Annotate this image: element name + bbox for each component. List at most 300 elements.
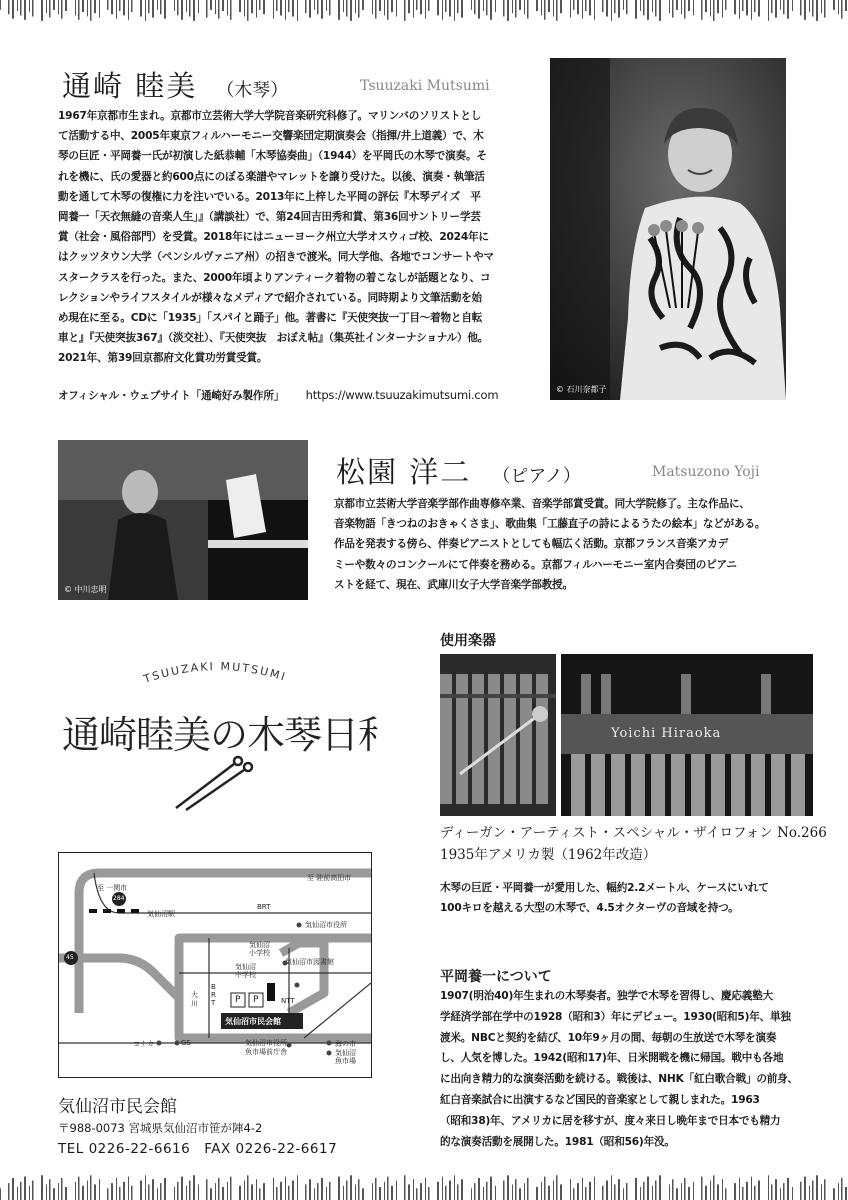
map-label-parking1: P [235,995,241,1005]
bio1-line: 動を通して木琴の復権に力を注いでいる。2013年に上梓した平岡の評伝『木琴デイズ 平 [58,190,481,203]
xylophone-bar [343,1186,344,1200]
xylophone-bar [12,1178,14,1200]
xylophone-bar [768,0,769,21]
xylophone-bar [128,1177,129,1200]
xylophone-bar [82,1186,84,1200]
xylophone-bar [90,0,92,21]
xylophone-bar [164,0,166,19]
xylophone-bar [181,1177,183,1200]
xylophone-bar [783,0,785,14]
top-xylophone-band [0,0,848,22]
artist1-website [58,385,548,406]
xylophone-bar [362,1188,364,1200]
xylophone-bar [99,0,100,18]
xylophone-bar [391,1186,393,1200]
xylophone-bar [478,1178,480,1200]
xylophone-bar [404,1175,406,1200]
xylophone-bar [396,1181,397,1200]
xylophone-bar [111,0,113,14]
xylophone-bar [90,1175,92,1200]
xylophone-bar [239,0,241,12]
xylophone-bar [404,0,406,21]
xylophone-bar [503,0,505,17]
xylophone-bar [49,0,51,18]
xylophone-bar [46,0,47,13]
xylophone-bar [160,0,162,14]
xylophone-bar [75,0,76,15]
xylophone-bar [189,1181,191,1200]
xylophone-bar [512,1184,513,1200]
xylophone-bar [259,1188,261,1200]
xylophone-bar [358,1179,360,1200]
xylophone-bar [647,0,649,20]
xylophone-bar [145,0,146,21]
xylophone-bar [544,1177,546,1200]
xylophone-bar [722,1179,723,1200]
map-label-konaka: コナカ [133,1040,154,1048]
map-label-fish-market: 気仙沼 魚市場 [335,1049,356,1065]
xylophone-bar [739,1178,740,1200]
xylophone-bar [61,0,63,19]
xylophone-bar [582,0,583,19]
xylophone-bar [309,1179,311,1200]
xylophone-bar [672,0,674,18]
xylophone-bar [215,1183,216,1200]
xylophone-bar [123,0,125,15]
xylophone-bar [206,1179,208,1200]
xylophone-bar [8,0,10,14]
xylophone-bar [396,0,397,17]
xylophone-bar [321,1178,323,1200]
xylophone-bar [816,1175,818,1200]
xylophone-bar [780,0,781,10]
xylophone-bar [152,0,154,18]
xylophone-bar [734,0,736,14]
xylophone-bar [189,0,191,17]
xylophone-bar [635,1178,637,1200]
artist1-photo [550,58,786,400]
xylophone-bar [669,0,670,13]
xylophone-bar [206,0,208,18]
xylophone-bar [350,0,352,21]
xylophone-bar [626,0,628,14]
nameplate: Yoichi Hiraoka [611,726,722,741]
xylophone-bar [391,0,393,12]
bio1-line: スタークラスを行った。また、2000年頃よりアンティーク着物の着こなしが話題となり、コ [58,271,491,284]
xylophone-bar [821,1184,822,1200]
xylophone-bar [585,0,587,11]
concert-logo [58,640,378,820]
xylophone-bar [845,0,847,11]
xylophone-bar [519,0,521,10]
map-label-city-hall: 気仙沼市役所 [305,921,347,929]
xylophone-bar [17,0,18,11]
instrument-caption-line1: ディーガン・アーティスト・スペシャル・ザイロフォン No.266 [440,825,827,841]
hiraoka-heading: 平岡養一について [440,969,552,985]
xylophone-bar [647,1177,649,1200]
xylophone-bar [742,1187,744,1200]
xylophone-bar [355,0,356,13]
bio2-line: ミーや数々のコンクールにて伴奏を務める。京都フィルハーモニー室内合奏団のピアニ [334,558,737,571]
xylophone-bar [128,0,129,20]
xylophone-bar [244,0,245,17]
xylophone-bar [87,1181,88,1200]
map-label-okawa: 大 川 [191,991,198,1008]
map-label-city-hall-annex: 気仙沼市役所 魚市場前庁舎 [245,1039,287,1056]
xylophone-bar [640,1187,641,1200]
xylophone-bar [577,0,579,14]
xylophone-bar [681,0,682,14]
xylophone-bar [152,1179,154,1200]
xylophone-bar [375,0,377,19]
xylophone-bar [329,0,331,15]
xylophone-bar [792,0,793,11]
map-label-route284: 284 [113,895,125,902]
xylophone-bar [263,0,265,14]
xylophone-bar [742,0,744,11]
xylophone-bar [606,1181,608,1200]
xylophone-bar [611,0,612,21]
xylophone-bar [247,1175,249,1200]
xylophone-bar [635,0,637,19]
xylophone-bar [461,1179,463,1200]
xylophone-bar [705,0,707,12]
xylophone-bar [652,0,653,12]
xylophone-bar [474,0,476,14]
map-label-brt-vertical: B R T [211,983,216,1007]
xylophone-bar [314,0,315,10]
xylophone-bar [177,1182,179,1200]
xylophone-bar [643,0,645,15]
artist1-bio [58,106,546,369]
hirabio-line: に出向き精力的な演奏活動を続ける。戦後は、NHK「紅白歌合戦」の前身、 [440,1073,798,1086]
xylophone-bar [29,1186,30,1200]
map-label-venue: 気仙沼市民会館 [225,1017,281,1026]
xylophone-bar [297,0,298,21]
xylophone-bar [420,1183,422,1200]
instdesc-line: 木琴の巨匠・平岡養一が愛用した、幅約2.2メートル、ケースにいれて [440,882,769,894]
hirabio-line: 紅白音楽試合に出演するなど国民的音楽家として親しまれた。1963 [440,1093,760,1106]
hirabio-line: 渡米。NBCと契約を結び、10年9ヶ月の間、毎朝の生放送で木琴を演奏 [440,1031,777,1044]
xylophone-bar [119,1187,121,1200]
xylophone-bar [536,0,538,11]
xylophone-bar [358,0,360,18]
xylophone-bar [317,0,319,14]
xylophone-bar [198,1184,199,1200]
xylophone-bar [623,1188,624,1200]
xylophone-bar [751,1177,752,1200]
xylophone-bar [614,1184,616,1200]
instrument-heading: 使用楽器 [440,633,496,649]
xylophone-bar [305,0,307,13]
xylophone-bar [573,1188,575,1200]
xylophone-bar [314,1188,315,1200]
venue-map [58,852,372,1078]
xylophone-bar [0,1188,1,1200]
xylophone-bar [495,0,496,12]
xylophone-bar [94,1184,96,1200]
bio2-line: 京都市立芸術大学音楽学部作曲専修卒業、音楽学部賞受賞。同大学院修了。主な作品に、 [334,498,750,510]
instrument-desc [440,878,820,918]
xylophone-bar [845,1187,847,1200]
xylophone-bar [123,1182,125,1200]
artist2-bio [334,494,804,595]
artist2-photo-credit: © 中川忠明 [64,585,107,594]
xylophone-bar [107,1188,109,1200]
xylophone-bar [775,0,777,18]
bio2-line: 作品を発表する傍ら、伴奏ピアニストとしても幅広く活動。京都フランス音楽アカデ [334,538,729,551]
xylophone-bar [164,1178,166,1200]
xylophone-bar [548,0,550,12]
xylophone-bar [717,1184,719,1200]
xylophone-bar [78,0,80,20]
map-label-ntt: NTT [281,997,295,1005]
xylophone-bar [186,0,187,12]
artist1-name: 通崎 睦美 [62,69,198,103]
xylophone-bar [713,0,715,21]
website-url[interactable]: https://www.tsuuzakimutsumi.com [305,388,499,402]
xylophone-bar [160,1183,162,1200]
artist1-role: （木琴） [216,80,289,101]
xylophone-bar [355,1184,356,1200]
xylophone-bar [321,0,323,19]
xylophone-bar [771,0,773,13]
map-label-umi-no-ichi: 海の市 [335,1040,356,1048]
bio1-line: め現在に至る。CDに「1935」「スパイと踊子」他。著書に『天使突抜一丁目〜着物と自転 [58,312,483,325]
map-label-ichinoseki: 至 一関市 [97,884,128,892]
xylophone-bar [804,1177,806,1200]
xylophone-bar [193,1175,195,1200]
map-label-gs: GS [181,1039,191,1047]
venue-address: 〒988-0073 宮城県気仙沼市笹が陣4-2 [58,1121,263,1135]
venue-name: 気仙沼市民会館 [58,1097,177,1117]
xylophone-bar [527,0,529,19]
map-label-elementary: 気仙沼 小学校 [249,941,270,957]
xylophone-bar [701,1177,703,1200]
xylophone-bar [387,1177,389,1200]
xylophone-bar [486,0,488,15]
xylophone-bar [824,1179,826,1200]
xylophone-bar [490,0,492,20]
xylophone-bar [276,0,278,11]
artist2-name: 松園 洋二 [336,455,472,489]
xylophone-bar [58,1183,59,1200]
xylophone-bar [541,1182,542,1200]
xylophone-bar [280,0,282,15]
xylophone-bar [474,1183,476,1200]
xylophone-bar [483,0,484,11]
xylophone-bar [544,0,546,20]
xylophone-bar [416,1188,418,1200]
xylophone-bar [329,1182,331,1200]
xylophone-bar [643,1182,645,1200]
xylophone-bar [515,0,517,18]
instrument-caption-line2: 1935年アメリカ製（1962年改造） [440,847,657,863]
xylophone-bar [507,1175,509,1200]
map-label-route45: 45 [66,954,74,961]
xylophone-bar [227,1182,228,1200]
xylophone-bar [527,1178,529,1200]
xylophone-bar [582,1178,583,1200]
xylophone-bar [99,1179,100,1200]
xylophone-bar [442,1177,443,1200]
xylophone-bar [672,1179,674,1200]
xylophone-bar [833,0,835,10]
xylophone-bar [606,0,608,17]
xylophone-bar [652,1186,653,1200]
xylophone-bar [783,1183,785,1200]
xylophone-bar [442,0,443,20]
xylophone-bar [177,0,179,15]
xylophone-bar [20,1182,22,1200]
xylophone-bar [659,1175,661,1200]
xylophone-bar [425,0,426,19]
xylophone-bar [193,0,195,21]
xylophone-bar [111,1183,113,1200]
xylophone-bar [362,0,364,10]
website-label: オフィシャル・ウェブサイト「通崎好み製作所」 [58,390,285,402]
xylophone-bar [346,1181,348,1200]
xylophone-bar [186,1186,187,1200]
xylophone-bar [693,0,694,15]
xylophone-bar [408,0,410,13]
xylophone-bar [471,1188,472,1200]
xylophone-bar [239,1186,241,1200]
xylophone-bar [87,0,88,17]
xylophone-bar [227,0,228,15]
xylophone-bar [787,0,789,19]
xylophone-bar [230,0,232,20]
xylophone-bar [780,1188,781,1200]
xylophone-bar [560,0,562,13]
xylophone-bar [425,1178,426,1200]
xylophone-bar [507,0,509,21]
xylophone-bar [589,0,591,15]
xylophone-bar [809,0,810,12]
xylophone-bar [681,1183,682,1200]
xylophone-bar [379,0,381,11]
xylophone-bar [570,0,571,18]
logo-arc-text: TSUUZAKI MUTSUMI [142,659,289,686]
xylophone-bar [768,1175,769,1200]
xylophone-bar [669,1184,670,1200]
xylophone-bar [602,0,604,12]
xylophone-bar [713,1175,715,1200]
xylophone-bar [734,1183,736,1200]
xylophone-bar [174,0,175,11]
xylophone-bar [449,0,451,17]
artist1-romaji: Tsuuzaki Mutsumi [360,78,490,94]
xylophone-bar [457,0,459,13]
xylophone-bar [416,0,418,10]
xylophone-bar [297,1175,298,1200]
xylophone-bar [174,1187,175,1200]
xylophone-bar [800,1182,802,1200]
xylophone-bar [372,0,373,14]
xylophone-bar [326,0,327,11]
xylophone-bar [824,0,826,18]
xylophone-bar [486,1182,488,1200]
xylophone-bar [746,0,748,15]
xylophone-bar [276,1187,278,1200]
xylophone-bar [594,1177,595,1200]
xylophone-bar [655,0,657,17]
xylophone-bar [775,1179,777,1200]
xylophone-bar [53,0,55,10]
xylophone-bar [263,1183,265,1200]
xylophone-bar [58,0,59,14]
xylophone-bar [524,0,525,14]
xylophone-bar [8,1183,10,1200]
xylophone-bar [693,1182,694,1200]
xylophone-bar [215,0,216,14]
xylophone-bar [495,1186,496,1200]
xylophone-bar [384,1182,385,1200]
xylophone-bar [338,1177,340,1200]
xylophone-bar [684,0,686,19]
xylophone-bar [181,0,183,20]
xylophone-bar [524,1183,525,1200]
xylophone-bar [701,0,703,20]
xylophone-bar [20,0,22,15]
xylophone-bar [483,1187,484,1200]
bio1-line: 車と』『天使突抜367』（淡交社）、『天使突抜 おぼえ帖』（集英社インターナショナル）他。 [58,332,489,345]
bio2-line: 音楽物語「きつねのおきゃくさま」、歌曲集「工藤直子の詩によるうたの絵本」などがある。 [334,518,766,531]
xylophone-bar [659,0,661,21]
xylophone-bar [611,1175,612,1200]
xylophone-bar [626,1183,628,1200]
xylophone-bar [428,0,430,11]
xylophone-bar [145,1175,146,1200]
xylophone-bar [512,0,513,13]
xylophone-bar [131,1186,133,1200]
xylophone-bar [705,1186,707,1200]
xylophone-bar [841,0,843,19]
xylophone-bar [519,1188,521,1200]
xylophone-bar [809,1186,810,1200]
xylophone-bar [41,1175,43,1200]
xylophone-bar [739,0,740,19]
hirabio-line: 的な演奏活動を展開した。1981（昭和56)年没。 [440,1135,675,1148]
xylophone-bar [573,0,575,10]
xylophone-bar [589,1182,591,1200]
xylophone-bar [12,0,14,19]
bio2-line: ストを経て、現在、武庫川女子大学音楽学部教授。 [334,578,573,591]
artist1-photo-credit: © 石川奈都子 [556,385,607,394]
xylophone-bar [454,1175,455,1200]
bio1-line: はクッツタウン大学（ペンシルヴァニア州）の招きで渡米。同大学他、各地でコンサートやマ [58,251,494,264]
xylophone-bar [710,1181,711,1200]
hirabio-line: 学経済学部在学中の1928（昭和3）年にデビュー。1930(昭和5)年、単独 [440,1010,791,1023]
xylophone-bar [326,1187,327,1200]
xylophone-bar [437,0,439,15]
xylophone-bar [140,1181,142,1200]
xylophone-bar [273,1178,274,1200]
xylophone-bar [157,0,158,10]
xylophone-bar [812,0,814,17]
xylophone-bar [445,1186,447,1200]
xylophone-bar [230,1177,232,1200]
xylophone-bar [379,1187,381,1200]
xylophone-bar [309,0,311,18]
xylophone-bar [454,0,455,21]
map-label-rikuzen-takata: 至 陸前高田市 [307,874,352,882]
xylophone-bar [259,0,261,10]
bio1-line: 琴の巨匠・平岡養一氏が初演した紙恭輔「木琴協奏曲」（1944）を平岡氏の木琴で演奏。そ [58,150,487,163]
xylophone-bar [256,0,257,18]
xylophone-bar [116,0,117,19]
xylophone-bar [710,0,711,17]
